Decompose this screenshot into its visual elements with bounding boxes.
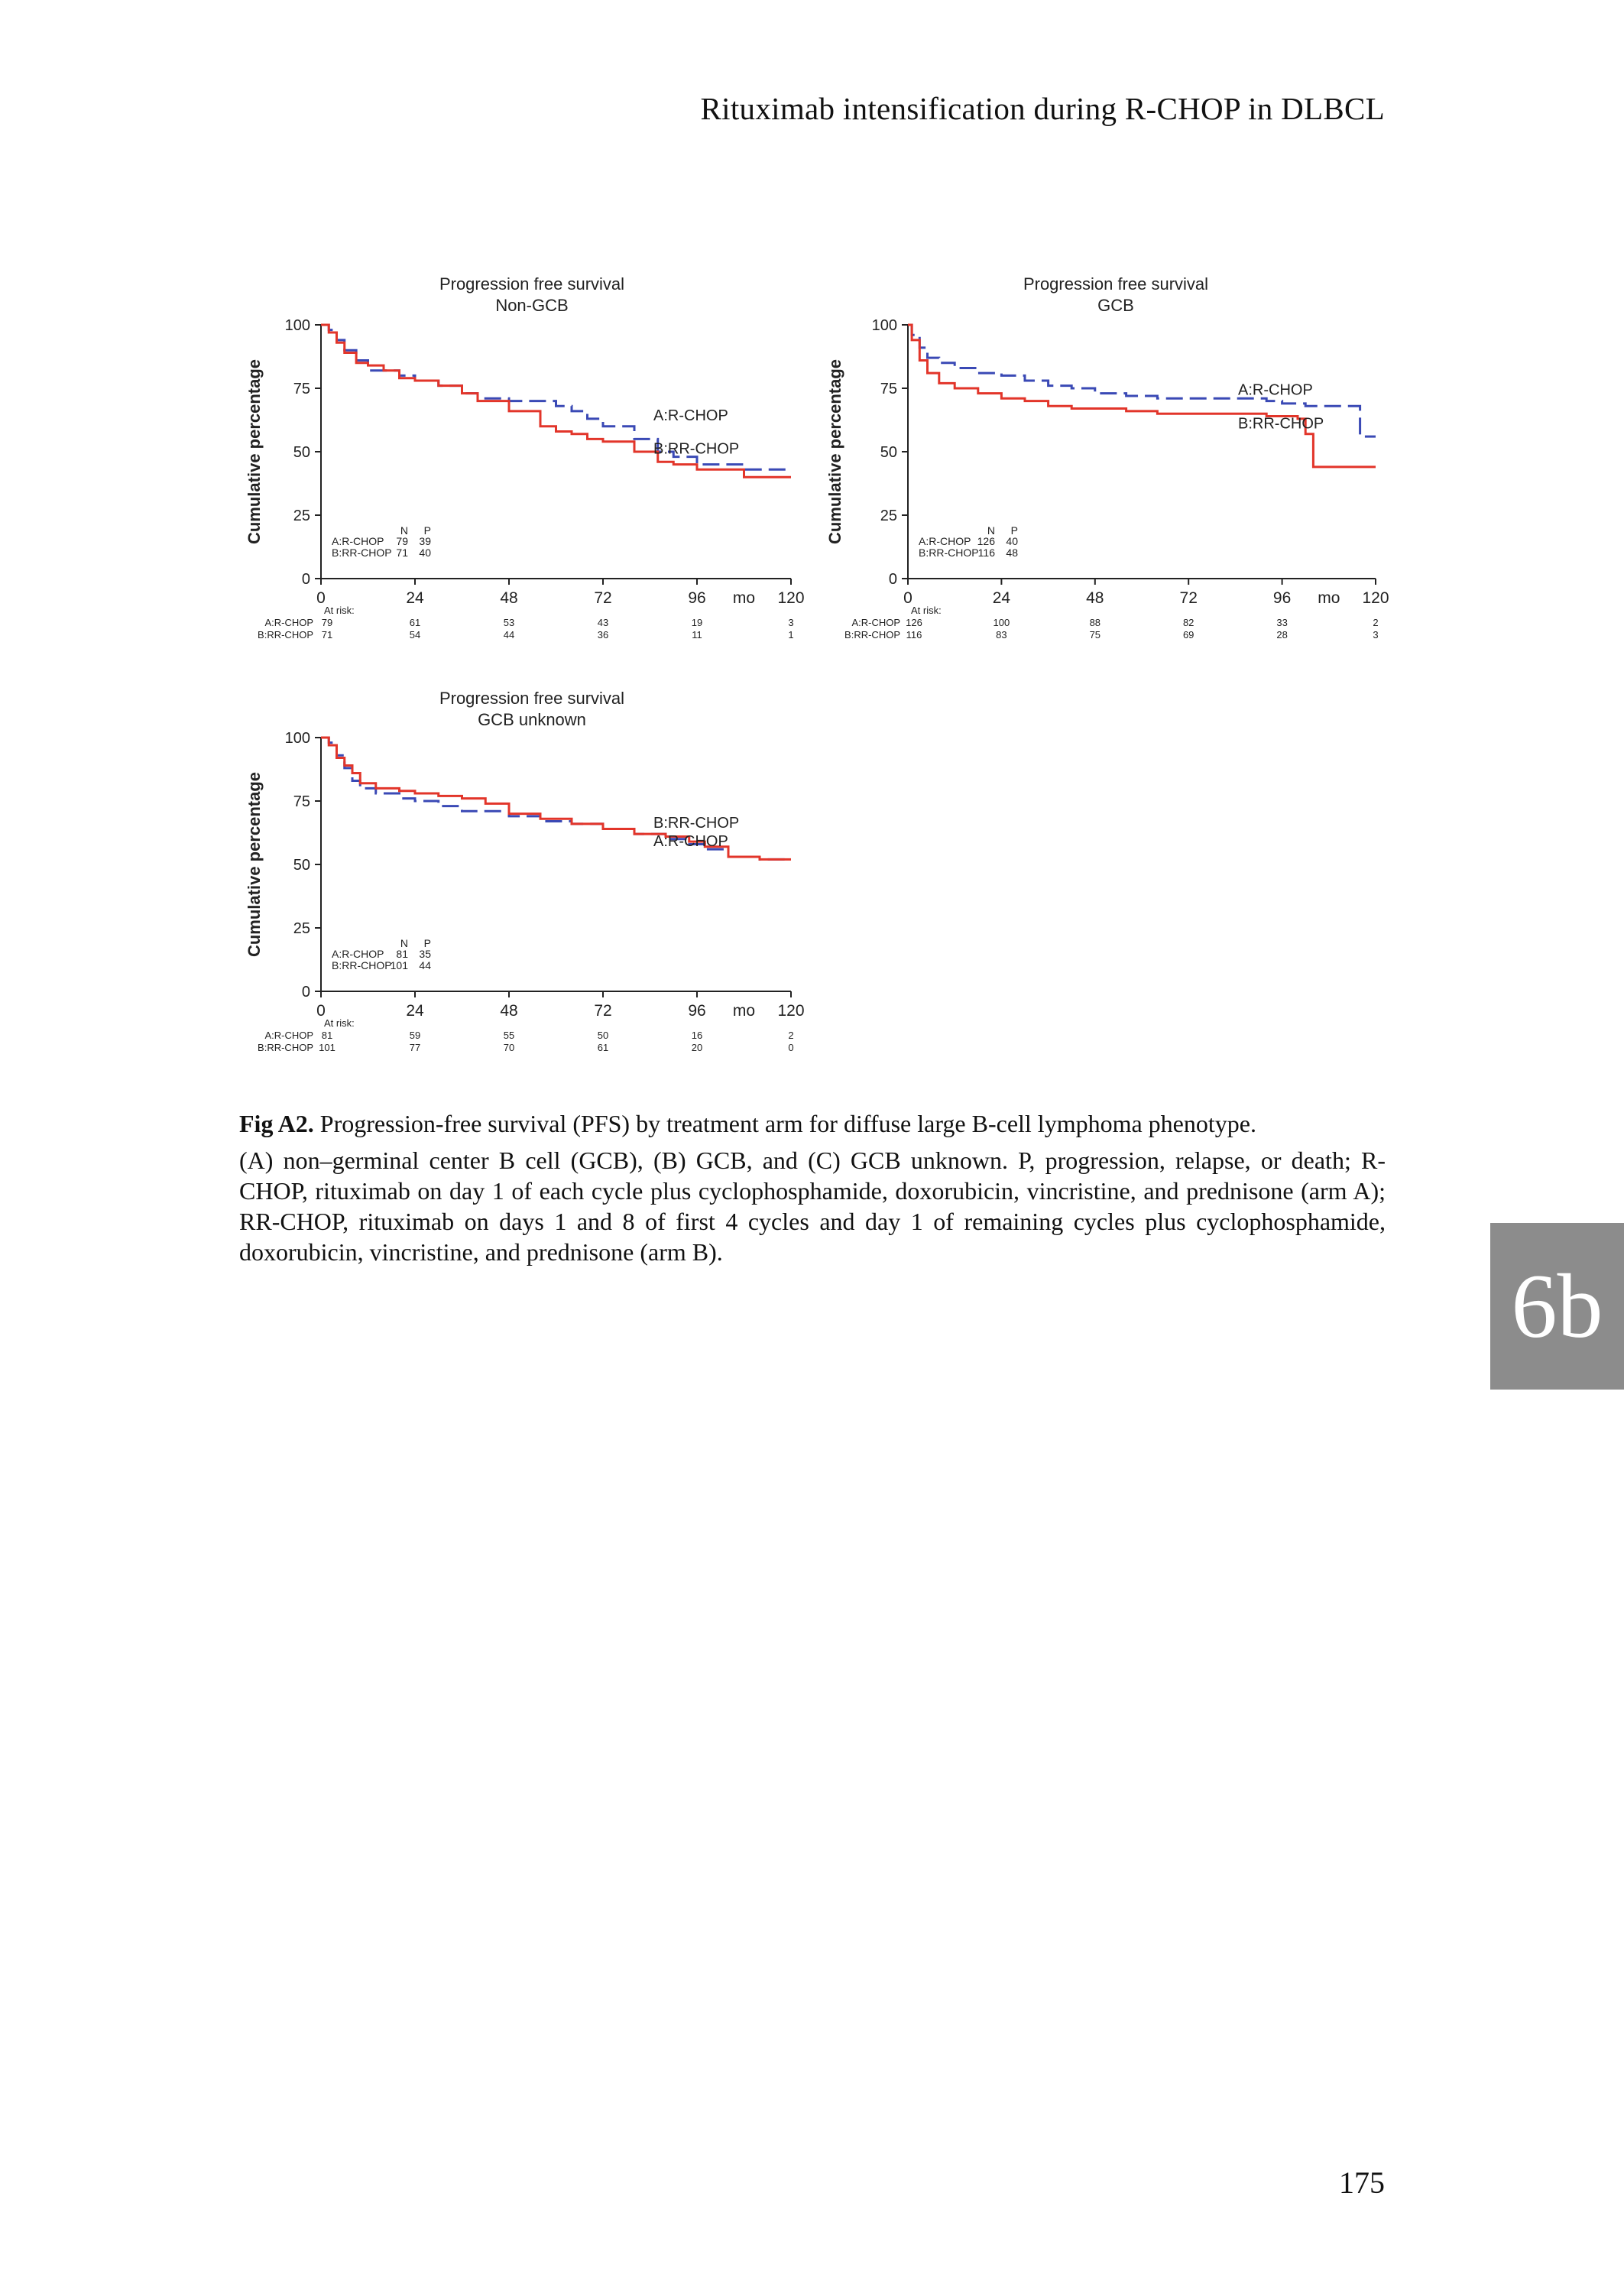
at-risk-value: 20 [691,1042,703,1053]
np-n-value: 116 [977,546,995,559]
at-risk-label: At risk: [324,605,355,616]
x-tick-label: 120 [777,589,805,607]
at-risk-value: 55 [503,1030,515,1041]
np-arm-label: A:R-CHOP [919,535,971,547]
chart-title-gcb-unknown [379,688,685,731]
at-risk-value: 53 [503,617,515,628]
y-tick-label: 25 [880,508,897,524]
np-p-value: 44 [419,959,431,971]
x-tick-label: 48 [500,1002,518,1020]
np-header-n: N [400,524,408,537]
np-arm-label: B:RR-CHOP [332,959,392,971]
x-unit-label: mo [732,589,756,607]
at-risk-value: 75 [1089,629,1101,641]
x-tick-label: 48 [1086,589,1104,607]
series-label: A:R-CHOP [653,407,728,424]
y-tick-label: 75 [880,381,897,397]
y-tick-label: 0 [888,571,897,588]
x-unit-label: mo [732,1002,756,1020]
km-chart-gcb-unknown [229,726,825,1078]
x-tick-label: 96 [688,1002,706,1020]
at-risk-value: 88 [1089,617,1101,628]
at-risk-value: 126 [906,617,922,628]
at-risk-value: 50 [597,1030,609,1041]
np-p-value: 40 [1006,535,1018,547]
at-risk-arm: A:R-CHOP [264,1030,313,1041]
y-tick-label: 75 [293,381,310,397]
at-risk-value: 2 [1373,617,1379,628]
at-risk-value: 36 [597,629,609,641]
caption-title-line [239,1108,1386,1139]
figure-caption [239,1108,1386,1267]
at-risk-value: 33 [1276,617,1288,628]
np-p-value: 40 [419,546,431,559]
x-tick-label: 96 [1272,589,1292,607]
np-p-value: 39 [419,535,431,547]
at-risk-value: 71 [321,629,333,641]
chart-subtitle: GCB unknown [478,710,586,729]
np-n-value: 71 [396,546,408,559]
x-tick-label: 120 [777,1002,805,1020]
y-tick-label: 50 [880,444,897,461]
x-tick-label: 72 [594,589,612,607]
np-header-p: P [423,524,431,537]
at-risk-value: 43 [597,617,609,628]
x-tick-label: 48 [500,589,518,607]
at-risk-value: 100 [993,617,1010,628]
at-risk-value: 1 [788,629,794,641]
x-tick-label: 0 [316,589,326,607]
running-head: Rituximab intensification during R-CHOP in DLBCL [700,91,1385,126]
x-unit-label: mo [1318,589,1340,607]
x-tick-label: 120 [1362,589,1389,607]
at-risk-value: 28 [1276,629,1288,641]
y-tick-label: 100 [284,730,310,747]
at-risk-value: 61 [597,1042,609,1053]
at-risk-label: At risk: [324,1017,355,1029]
at-risk-value: 61 [409,617,421,628]
chart-subtitle: GCB [1097,296,1134,315]
y-tick-label: 75 [293,793,310,810]
np-arm-label: B:RR-CHOP [919,546,979,559]
y-tick-label: 50 [293,444,310,461]
km-chart-non-gcb [229,310,825,661]
chart-title-line: Progression free survival [439,689,625,708]
at-risk-value: 59 [409,1030,421,1041]
np-n-value: 79 [396,535,408,547]
at-risk-value: 2 [788,1030,794,1041]
np-n-value: 101 [390,959,408,971]
at-risk-arm: B:RR-CHOP [844,629,900,641]
chapter-tab: 6b [1490,1223,1624,1390]
at-risk-value: 54 [409,629,421,641]
at-risk-value: 70 [503,1042,515,1053]
y-tick-label: 0 [301,984,310,1001]
x-tick-label: 0 [903,589,912,607]
np-n-value: 126 [977,535,995,547]
np-p-value: 48 [1006,546,1018,559]
x-tick-label: 72 [1179,589,1198,607]
at-risk-arm: B:RR-CHOP [258,629,313,641]
x-tick-label: 24 [406,1002,424,1020]
np-header-n: N [987,524,995,537]
y-axis-label: Cumulative percentage [245,771,264,958]
chart-title-line: Progression free survival [439,274,625,294]
at-risk-value: 3 [1373,629,1379,641]
np-arm-label: A:R-CHOP [332,535,384,547]
series-label: B:RR-CHOP [1238,415,1324,433]
at-risk-value: 77 [409,1042,421,1053]
x-tick-label: 72 [594,1002,612,1020]
at-risk-value: 81 [321,1030,333,1041]
y-tick-label: 100 [284,317,310,334]
y-tick-label: 100 [871,317,897,334]
km-chart-gcb [810,310,1406,661]
at-risk-value: 116 [906,629,922,641]
y-tick-label: 25 [293,508,310,524]
series-label: B:RR-CHOP [653,815,740,832]
at-risk-value: 101 [319,1042,335,1053]
series-label: A:R-CHOP [653,833,728,851]
at-risk-value: 79 [321,617,333,628]
at-risk-value: 82 [1182,617,1194,628]
caption-label: Fig A2. [239,1110,314,1137]
at-risk-value: 11 [692,629,702,641]
at-risk-label: At risk: [911,605,942,616]
page-number: 175 [1339,2165,1385,2200]
at-risk-value: 83 [996,629,1007,641]
np-p-value: 35 [419,948,431,960]
at-risk-value: 0 [788,1042,794,1053]
at-risk-arm: A:R-CHOP [851,617,900,628]
np-header-p: P [423,937,431,949]
np-n-value: 81 [396,948,408,960]
caption-body: (A) non–germinal center B cell (GCB), (B) GCB, and (C) GCB unknown. P, progression, relapse, or death; R-CHOP, rituximab on day 1 of each cycle plus cyclophosphamide, doxorubicin, vincristine, and prednisone (arm A); RR-CHOP, rituximab on days 1 and 8 of first 4 cycles and day 1 of remaining cycles plus cyclophosphamide, doxorubicin, vincristine, and prednisone (arm B). [239,1146,1386,1266]
np-header-n: N [400,937,408,949]
x-tick-label: 0 [316,1002,326,1020]
y-tick-label: 0 [301,571,310,588]
caption-title: Progression-free survival (PFS) by treatment arm for diffuse large B-cell lymphoma phenotype. [319,1110,1256,1137]
np-header-p: P [1010,524,1018,537]
np-arm-label: A:R-CHOP [332,948,384,960]
y-axis-label: Cumulative percentage [825,358,844,545]
x-tick-label: 96 [688,589,706,607]
y-tick-label: 25 [293,920,310,937]
at-risk-arm: B:RR-CHOP [258,1042,313,1053]
series-label: B:RR-CHOP [653,440,740,458]
chart-subtitle: Non-GCB [495,296,569,315]
np-arm-label: B:RR-CHOP [332,546,392,559]
at-risk-value: 19 [691,617,703,628]
at-risk-value: 3 [788,617,794,628]
series-label: A:R-CHOP [1238,381,1313,399]
y-tick-label: 50 [293,857,310,874]
at-risk-value: 16 [691,1030,703,1041]
chart-title-line: Progression free survival [1023,274,1209,294]
at-risk-arm: A:R-CHOP [264,617,313,628]
x-tick-label: 24 [406,589,424,607]
y-axis-label: Cumulative percentage [245,358,264,545]
at-risk-value: 69 [1182,629,1194,641]
x-tick-label: 24 [992,589,1011,607]
at-risk-value: 44 [503,629,515,641]
